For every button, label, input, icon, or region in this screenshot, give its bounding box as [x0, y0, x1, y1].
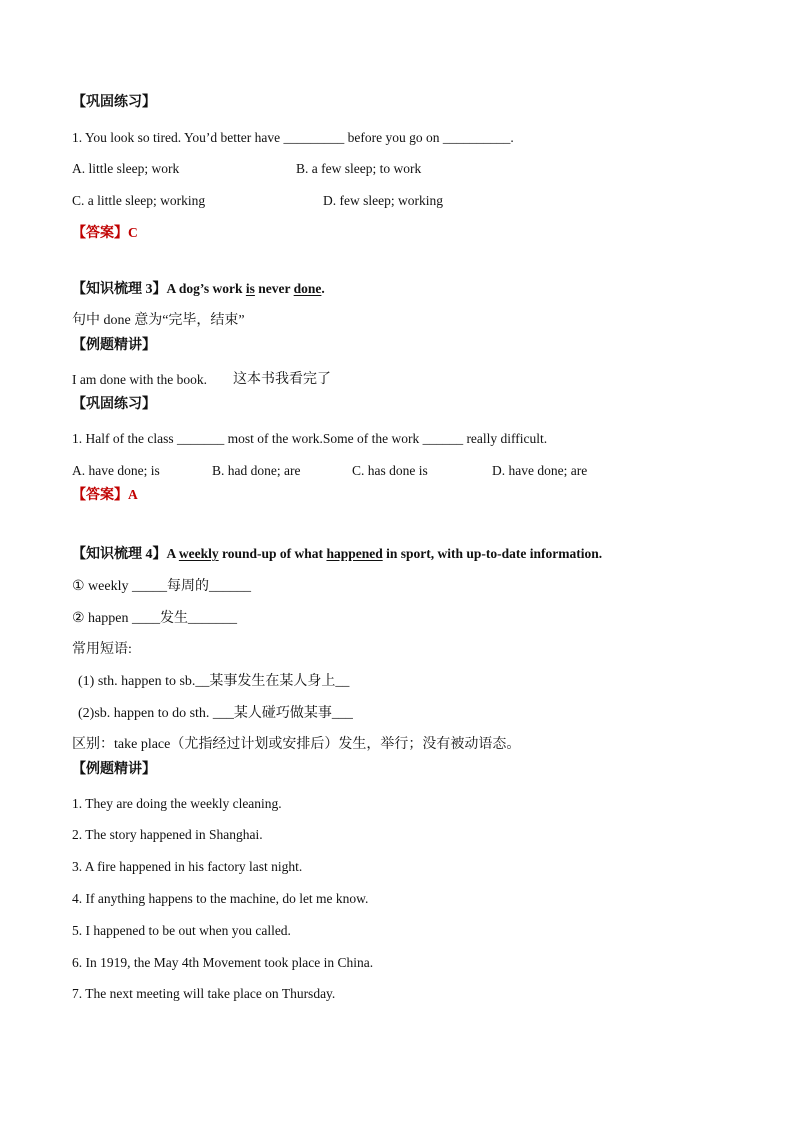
example-sentence-6: 6. In 1919, the May 4th Movement took place in China.	[72, 955, 374, 970]
answer-value: A	[128, 487, 138, 502]
answer-line	[72, 485, 138, 505]
options-row-cd	[72, 191, 722, 211]
consolidation-heading: 【巩固练习】	[72, 397, 156, 412]
option-c: C. has done is	[352, 463, 428, 478]
sentence-part: A dog’s work	[166, 281, 246, 296]
sentence-part: round-up of what	[218, 546, 327, 561]
example-english: I am done with the book.	[72, 372, 207, 387]
answer-label: 【答案】	[72, 488, 128, 503]
options-row	[72, 461, 722, 481]
option-b: B. a few sleep; to work	[296, 161, 422, 176]
example-sentence-3: 3. A fire happened in his factory last night.	[72, 859, 303, 874]
example-line	[72, 370, 722, 390]
sentence-part: never	[254, 281, 294, 296]
knowledge-4-title	[72, 544, 602, 564]
vocab-item-weekly: ① weekly _____每周的______	[72, 579, 251, 594]
example-heading: 【例题精讲】	[72, 762, 156, 777]
option-a: A. have done; is	[72, 463, 160, 478]
underlined-word-done: done	[293, 281, 322, 296]
example-sentence-2: 2. The story happened in Shanghai.	[72, 827, 263, 842]
option-c: C. a little sleep; working	[72, 193, 206, 208]
distinction-note: 区别：take place（尤指经过计划或安排后）发生，举行；没有被动语态。	[72, 737, 521, 752]
knowledge-3-title	[72, 279, 325, 299]
answer-value: C	[128, 225, 138, 240]
consolidation-heading: 【巩固练习】	[72, 95, 156, 110]
sentence-part: A	[166, 546, 179, 561]
sentence-part: in sport, with up-to-date information.	[382, 546, 603, 561]
example-sentence-7: 7. The next meeting will take place on Thursday.	[72, 986, 336, 1001]
answer-line	[72, 223, 138, 243]
question-1: 1. You look so tired. You’d better have _________ before you go on __________.	[72, 130, 514, 145]
options-row-ab	[72, 159, 722, 179]
example-sentence-5: 5. I happened to be out when you called.	[72, 923, 291, 938]
sentence-part: .	[321, 281, 325, 296]
underlined-word-happened: happened	[326, 546, 383, 561]
underlined-word-is: is	[245, 281, 255, 296]
phrase-2: (2)sb. happen to do sth. ___某人碰巧做某事___	[78, 706, 353, 721]
example-sentence-4: 4. If anything happens to the machine, do let me know.	[72, 891, 369, 906]
option-d: D. few sleep; working	[323, 193, 443, 208]
option-d: D. have done; are	[492, 463, 588, 478]
question-1: 1. Half of the class _______ most of the work.Some of the work ______ really difficult.	[72, 431, 548, 446]
knowledge-4-label: 【知识梳理 4】	[72, 547, 167, 562]
example-heading: 【例题精讲】	[72, 338, 156, 353]
example-sentence-1: 1. They are doing the weekly cleaning.	[72, 796, 282, 811]
option-a: A. little sleep; work	[72, 161, 180, 176]
vocab-item-happen: ② happen ____发生_______	[72, 611, 237, 626]
knowledge-3-label: 【知识梳理 3】	[72, 282, 167, 297]
answer-label: 【答案】	[72, 226, 128, 241]
example-chinese: 这本书我看完了	[233, 372, 331, 387]
phrase-1: (1) sth. happen to sb.__某事发生在某人身上__	[78, 674, 350, 689]
underlined-word-weekly: weekly	[178, 546, 219, 561]
knowledge-3-note: 句中 done 意为“完毕，结束”	[72, 313, 245, 328]
phrases-heading: 常用短语:	[72, 642, 132, 657]
option-b: B. had done; are	[212, 463, 301, 478]
